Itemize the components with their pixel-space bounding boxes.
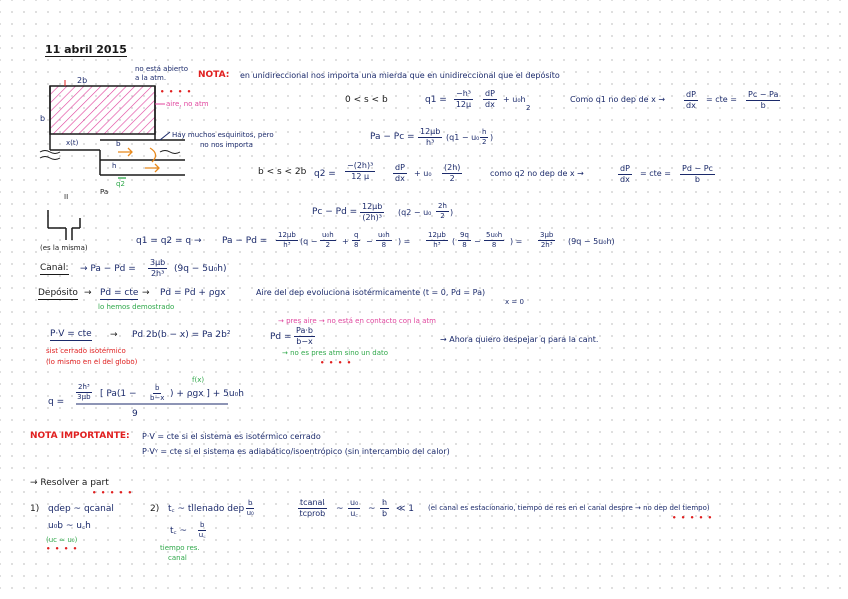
combined-p1: (q −: [300, 237, 318, 246]
pv-eq: Pd 2b(b − x) = Pa 2b²: [132, 330, 231, 340]
combined-plus: +: [342, 237, 349, 246]
item2-note2: canal: [168, 554, 187, 562]
combined-f2: $\frac{\text{u₀h}}{2}$: [322, 231, 334, 249]
ratio-frac: tcanal tcprob: [299, 498, 326, 518]
combined-lhs: q1 = q2 = q →: [136, 236, 202, 246]
q1-half: 2: [526, 104, 531, 112]
sist-cerrado: sist cerrado isotérmico: [46, 347, 126, 355]
combined-close: ) =: [398, 237, 411, 246]
q-lhs: q =: [48, 397, 65, 407]
item1-a: qdep ~ qcanal: [48, 504, 114, 514]
deposito-lo-hemos: lo hemos demostrado: [98, 303, 175, 311]
pa-pc-close: ): [490, 133, 494, 142]
label-no-nos-importa: no nos importa: [200, 141, 253, 149]
deposito-arrow2: →: [142, 288, 150, 298]
item2-frac2: $\frac{b}{u꜀}$: [198, 521, 206, 539]
pa-pc-rest: (q1 − u₀: [446, 133, 480, 142]
pa-pc-frac: $\frac{12\mu b}{\text{h³}}$: [420, 127, 441, 147]
q2-2h: $\frac{(2h)}{2}$: [444, 163, 461, 183]
combined-f7: $\frac{\text{5u₀h}}{8}$: [486, 231, 503, 249]
deposito-pd-cte: Pd = cte: [100, 288, 139, 298]
q-note-fx: f(x): [192, 376, 205, 384]
dim-b-side: b: [40, 114, 46, 123]
deposito-label: Depósito: [38, 288, 78, 298]
label-aire-no-atm: aire, no atm: [166, 100, 209, 108]
cte1: = cte =: [706, 95, 737, 104]
combined-f6: $\frac{9q}{8}$: [460, 231, 469, 249]
deposito-x0: x = 0: [505, 298, 524, 306]
pa-pc-lhs: Pa − Pc =: [370, 132, 415, 142]
combined-f3: $\frac{q}{8}$: [353, 231, 359, 249]
pc-pd-frac: $\frac{12\mu b}{\text{(2h)³}}$: [362, 202, 383, 222]
q2-frac: $\frac{\text{−(2h)³}}{12 \mu}$: [347, 161, 374, 181]
pc-pd-close: ): [450, 208, 454, 217]
q2-lhs: q2 =: [314, 169, 336, 179]
pd-frac-lhs: Pd =: [270, 332, 292, 342]
dim-2b: 2b: [77, 76, 88, 85]
ahora-despejar: → Ahora quiero despejar q para la cant.: [440, 335, 599, 344]
q2-plus: + u₀: [414, 169, 432, 178]
combined-result: (9q − 5u₀h): [568, 237, 615, 246]
cte2: = cte =: [640, 169, 671, 178]
label-no-esta-abierto: no está abierto: [135, 65, 189, 73]
combined-minus: −: [366, 237, 373, 246]
item1-num: 1): [30, 504, 40, 514]
q1-frac-dpdx: $\frac{dP}{dx}$: [485, 89, 495, 109]
dim-q2: q2: [116, 180, 125, 188]
combined-close2: ) =: [510, 237, 523, 246]
ratio-eq2: ~: [368, 504, 376, 514]
q-b-over-bx: $\frac{b}{b-x}$: [150, 384, 165, 402]
item2-b: t꜀ ~: [170, 526, 188, 536]
dim-h: h: [112, 162, 117, 170]
combined-f1: $\frac{12\mu b}{\text{h³}}$: [278, 231, 296, 249]
combined-pa-pd: Pa − Pd =: [222, 236, 268, 246]
label-es-la-misma: (es la misma): [40, 244, 88, 252]
no-es-pres-atm: → no es pres atm sino un dato: [282, 349, 389, 357]
nota-label: NOTA:: [198, 70, 230, 80]
q-rest: ) + ρgx ] + 5u₀h: [170, 389, 244, 399]
pres-aire-note: → pres aire → no está en contacto con la atm: [278, 317, 436, 325]
q1-plus: + u₀h: [503, 95, 526, 104]
q1-lhs: q1 =: [425, 95, 447, 105]
pv-cte: P·V = cte: [50, 329, 92, 339]
red-dots-3: • • • • •: [92, 489, 134, 497]
date-heading: 11 abril 2015: [45, 43, 127, 56]
q-den: 9: [132, 409, 138, 419]
item2-note1: tiempo res.: [160, 544, 200, 552]
range-2: b < s < 2b: [258, 167, 307, 177]
deposito-pd-eq: Pd = Pd + ρgx: [160, 288, 226, 298]
como1: Como q1 no dep de x →: [570, 95, 666, 104]
resolver-title: → Resolver a part: [30, 478, 109, 488]
pc-pa-over-b: $\frac{Pc - Pa}{b}$: [748, 90, 779, 110]
combined-f8: $\frac{3\mu b}{\text{2h³}}$: [540, 231, 554, 249]
label-hay-esquinitos: Hay muchos esquinitos, pero: [172, 131, 274, 139]
dim-ii: II: [64, 193, 69, 201]
deposito-aire: Aire del dep evoluciona isotérmicamente (t = 0, Pd = Pa): [256, 288, 486, 297]
nota-text: en unidireccional nos importa una mierda que en unidireccional que el depósito: [240, 71, 560, 80]
deposito-arrow: →: [84, 288, 92, 298]
label-a-la-atm: a la atm.: [135, 74, 167, 82]
red-dots-2: • • • •: [320, 359, 353, 367]
canal-eq: → Pa − Pd =: [80, 264, 136, 274]
globo-note: (lo mismo en el del globo): [46, 358, 138, 366]
nota-importante-line1: P·V = cte si el sistema es isotérmico cerrado: [142, 432, 321, 441]
q1-frac-h3: $\frac{\text{−h³}}{12\mu}$: [455, 89, 472, 109]
combined-m2: −: [474, 237, 481, 246]
combined-p2: (: [452, 237, 456, 246]
red-dots-5: • • • • •: [672, 514, 714, 522]
nota-importante-line2: P·Vᵞ = cte si el sistema es adiabático/isoentrópico (sin intercambio del calor): [142, 447, 450, 456]
canal-rest: (9q − 5u₀h): [174, 264, 227, 274]
ratio-end: ≪ 1: [396, 504, 415, 514]
canal-label: Canal:: [40, 263, 69, 273]
item1-note: (uc ≈ u₀): [46, 536, 78, 544]
item2-frac: $\frac{b}{\text{u₀}}$: [246, 499, 254, 517]
pa-pc-h2: $\frac{h}{2}$: [481, 128, 487, 146]
dim-xt: x(t): [66, 139, 79, 147]
pv-arrow: →: [110, 330, 118, 340]
ratio-note: (el canal es estacionario, tiempo de res en el canal despre → no dep del tiempo): [428, 504, 710, 512]
combined-f5: $\frac{12\mu b}{\text{h³}}$: [428, 231, 446, 249]
combined-f4: $\frac{\text{u₀h}}{8}$: [378, 231, 390, 249]
q-frac-outer: $\frac{\text{2h³}}{3\mu b}$: [77, 383, 91, 401]
ratio-h-b: $\frac{h}{b}$: [382, 498, 388, 518]
pd-pc-over-b: $\frac{Pd - Pc}{b}$: [682, 164, 713, 184]
como2: como q2 no dep de x →: [490, 169, 584, 178]
red-dots-4: • • • •: [46, 545, 79, 553]
dpdx2: $\frac{dP}{dx}$: [620, 164, 630, 184]
q-bracket: [ Pa(1 −: [100, 389, 137, 399]
pd-frac: $\frac{Pa\cdot b}{b-x}$: [296, 326, 313, 346]
ratio-u0-uc: $\frac{\text{u₀}}{u꜀}$: [350, 498, 359, 518]
range-1: 0 < s < b: [345, 95, 388, 105]
q2-dpdx: $\frac{dP}{dx}$: [395, 163, 405, 183]
item2-num: 2): [150, 504, 160, 514]
pc-pd-lhs: Pc − Pd =: [312, 207, 358, 217]
pc-pd-2h: $\frac{2h}{2}$: [438, 202, 447, 220]
nota-importante-label: NOTA IMPORTANTE:: [30, 431, 130, 441]
item1-b: u₀b ~ u꜀h: [48, 521, 91, 531]
dim-pa: Pa: [100, 188, 109, 196]
canal-frac: $\frac{3\mu b}{\text{2h³}}$: [150, 258, 166, 278]
pc-pd-rest: (q2 − u₀: [398, 208, 432, 217]
ratio-eq: ~: [336, 504, 344, 514]
dpdx1: $\frac{dP}{dx}$: [686, 90, 696, 110]
dim-b-canal: b: [116, 140, 121, 148]
red-dots: • • • •: [160, 88, 193, 96]
item2-a: t꜀ ~ tllenado dep: [168, 504, 245, 514]
